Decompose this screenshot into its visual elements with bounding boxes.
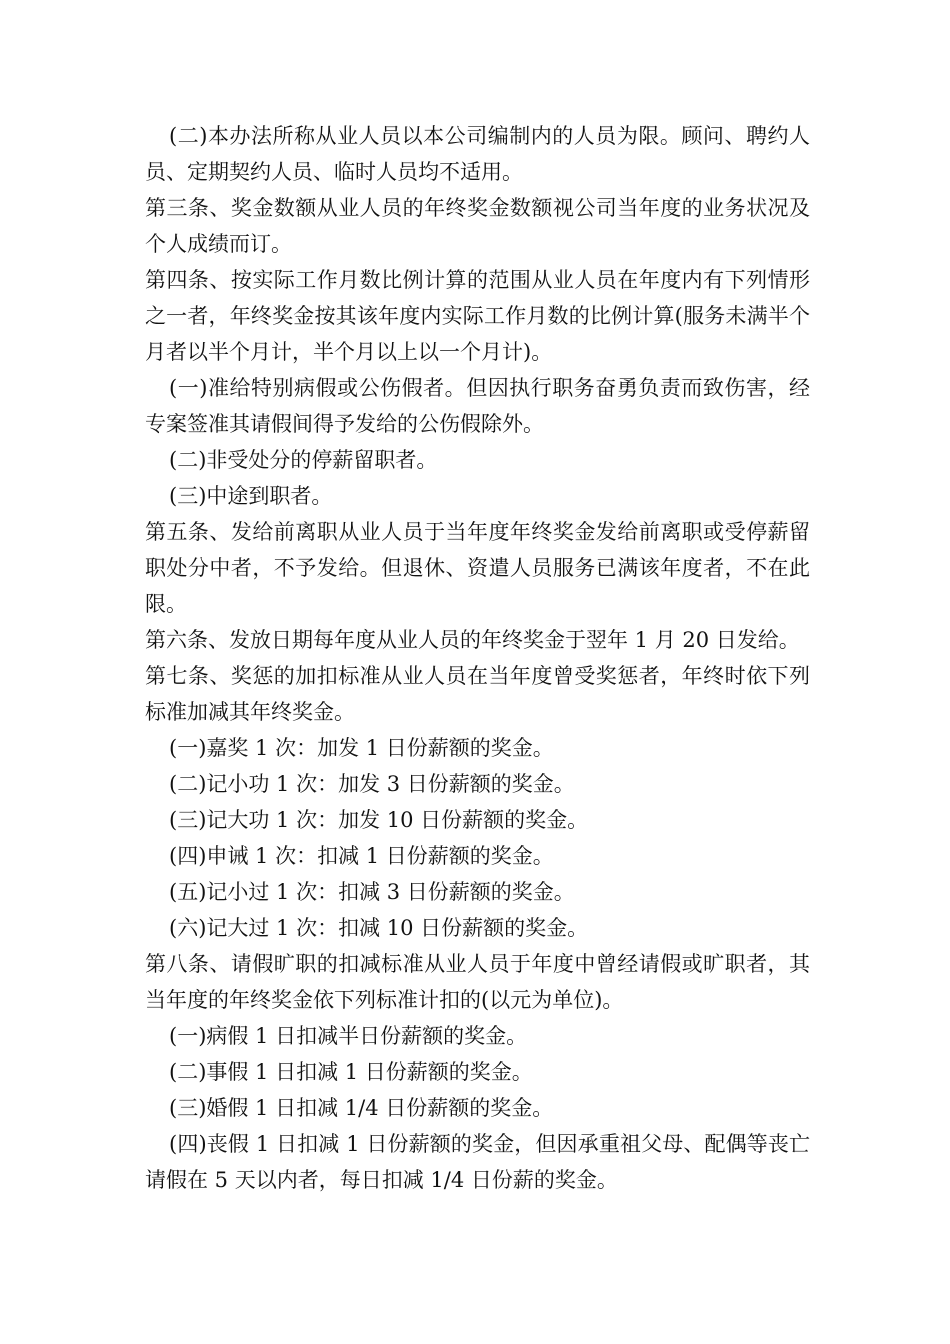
- paragraph: (三)中途到职者。: [169, 484, 333, 508]
- paragraph: 第三条、奖金数额从业人员的年终奖金数额视公司当年度的业务状况及个人成绩而订。: [145, 196, 810, 256]
- paragraph: (四)丧假 1 日扣减 1 日份薪额的奖金，但因承重祖父母、配偶等丧亡请假在 5 天以内者，每日扣减 1/4 日份薪的奖金。: [145, 1132, 810, 1192]
- paragraph: 第六条、发放日期每年度从业人员的年终奖金于翌年 1 月 20 日发给。: [145, 628, 800, 652]
- paragraph: (一)病假 1 日扣减半日份薪额的奖金。: [169, 1024, 528, 1048]
- document-page: [145, 118, 810, 1198]
- paragraph: (六)记大过 1 次：扣减 10 日份薪额的奖金。: [169, 916, 589, 940]
- paragraph: 第七条、奖惩的加扣标准从业人员在当年度曾受奖惩者，年终时依下列标准加减其年终奖金。: [145, 664, 810, 724]
- paragraph: (五)记小过 1 次：扣减 3 日份薪额的奖金。: [169, 880, 575, 904]
- paragraph: (三)婚假 1 日扣减 1/4 日份薪额的奖金。: [169, 1096, 554, 1120]
- paragraph: 第五条、发给前离职从业人员于当年度年终奖金发给前离职或受停薪留职处分中者，不予发给。但退休、资遣人员服务已满该年度者，不在此限。: [145, 520, 810, 616]
- paragraph: (二)非受处分的停薪留职者。: [169, 448, 438, 472]
- paragraph: (二)记小功 1 次：加发 3 日份薪额的奖金。: [169, 772, 575, 796]
- paragraph: (一)嘉奖 1 次：加发 1 日份薪额的奖金。: [169, 736, 554, 760]
- paragraph: (二)事假 1 日扣减 1 日份薪额的奖金。: [169, 1060, 533, 1084]
- paragraph: (四)申诫 1 次：扣减 1 日份薪额的奖金。: [169, 844, 554, 868]
- paragraph: (三)记大功 1 次：加发 10 日份薪额的奖金。: [169, 808, 589, 832]
- paragraph: (二)本办法所称从业人员以本公司编制内的人员为限。顾问、聘约人员、定期契约人员、临时人员均不适用。: [145, 124, 810, 184]
- paragraph: 第八条、请假旷职的扣减标准从业人员于年度中曾经请假或旷职者，其当年度的年终奖金依下列标准计扣的(以元为单位)。: [145, 952, 810, 1012]
- paragraph: 第四条、按实际工作月数比例计算的范围从业人员在年度内有下列情形之一者，年终奖金按其该年度内实际工作月数的比例计算(服务未满半个月者以半个月计，半个月以上以一个月计)。: [145, 268, 810, 364]
- paragraph: (一)准给特别病假或公伤假者。但因执行职务奋勇负责而致伤害，经专案签准其请假间得予发给的公伤假除外。: [145, 376, 810, 436]
